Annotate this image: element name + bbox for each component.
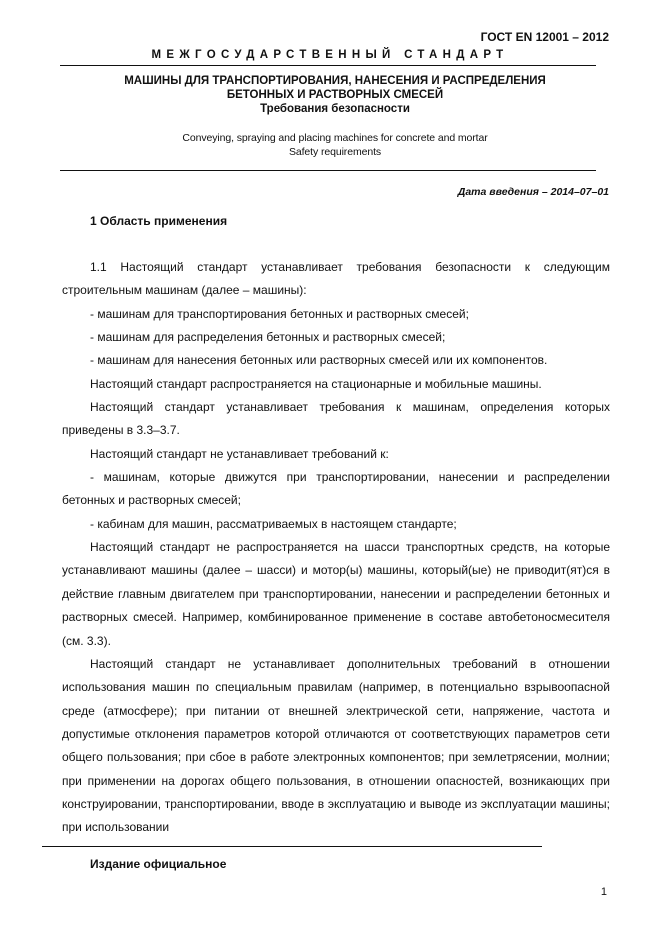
english-title-line-1: Conveying, spraying and placing machines for concrete and mortar [182, 132, 488, 144]
paragraph: Настоящий стандарт устанавливает требования к машинам, определения которых приведены в 3.3–3.7. [62, 400, 610, 438]
paragraph: - машинам для нанесения бетонных или растворных смесей или их компонентов. [90, 353, 548, 368]
paragraph: - машинам для распределения бетонных и растворных смесей; [90, 330, 446, 345]
gost-number: ГОСТ EN 12001 – 2012 [480, 30, 609, 44]
official-edition-label: Издание официальное [90, 857, 227, 871]
paragraph: Настоящий стандарт не устанавливает дополнительных требований в отношении использования машин по специальным правилам (например, в потенциально взрывоопасной среде (атмосфере); при питании от внешней электрической сети, напряжение, частота и допустимые отклонения параметров которой отличаются от соответствующих параметров сети общего пользования; при сбое в работе электронных компонентов; при землетрясении, молнии; при применении на дорогах общего пользования, в отношении опасностей, возникающих при конструировании, транспортировании, вводе в эксплуатацию и выводе из эксплуатации машины; при использовании [62, 656, 610, 835]
english-title-line-2: Safety requirements [288, 146, 382, 158]
paragraph: Настоящий стандарт не распространяется на шасси транспортных средств, на которые устанавливают машины (далее – шасси) и мотор(ы) машины, который(ые) не приводит(ят)ся в действие главным двигателем при транспортировании, нанесении и распределении бетонных и растворных смесей. Например, комбинированное применение в составе автобетоносмесителя (см. 3.3). [62, 540, 610, 648]
paragraph: Настоящий стандарт распространяется на стационарные и мобильные машины. [90, 376, 542, 391]
section-heading: 1 Область применения [90, 214, 228, 228]
introduction-date: Дата введения – 2014–07–01 [457, 186, 609, 198]
paragraph: 1.1 Настоящий стандарт устанавливает требования безопасности к следующим строительным машинам (далее – машины): [62, 260, 610, 298]
paragraph: - машинам для транспортирования бетонных и растворных смесей; [90, 306, 469, 321]
interstate-standard-label: МЕЖГОСУДАРСТВЕННЫЙ СТАНДАРТ [151, 49, 509, 61]
paragraph: - машинам, которые движутся при транспортировании, нанесении и распределении бетонных и растворных смесей; [62, 470, 610, 508]
header-divider [60, 65, 596, 66]
title-divider [60, 170, 596, 171]
document-title [60, 74, 610, 116]
title-line-1: МАШИНЫ ДЛЯ ТРАНСПОРТИРОВАНИЯ, НАНЕСЕНИЯ И РАСПРЕДЕЛЕНИЯ [124, 75, 546, 87]
title-line-2: БЕТОННЫХ И РАСТВОРНЫХ СМЕСЕЙ [226, 89, 444, 101]
section-body [62, 256, 610, 840]
paragraph: Настоящий стандарт не устанавливает требований к: [90, 446, 389, 461]
title-subtitle: Требования безопасности [260, 103, 410, 115]
paragraph: - кабинам для машин, рассматриваемых в настоящем стандарте; [90, 516, 457, 531]
english-title [60, 131, 610, 159]
page-number: 1 [600, 886, 607, 898]
footer-divider [42, 846, 542, 847]
